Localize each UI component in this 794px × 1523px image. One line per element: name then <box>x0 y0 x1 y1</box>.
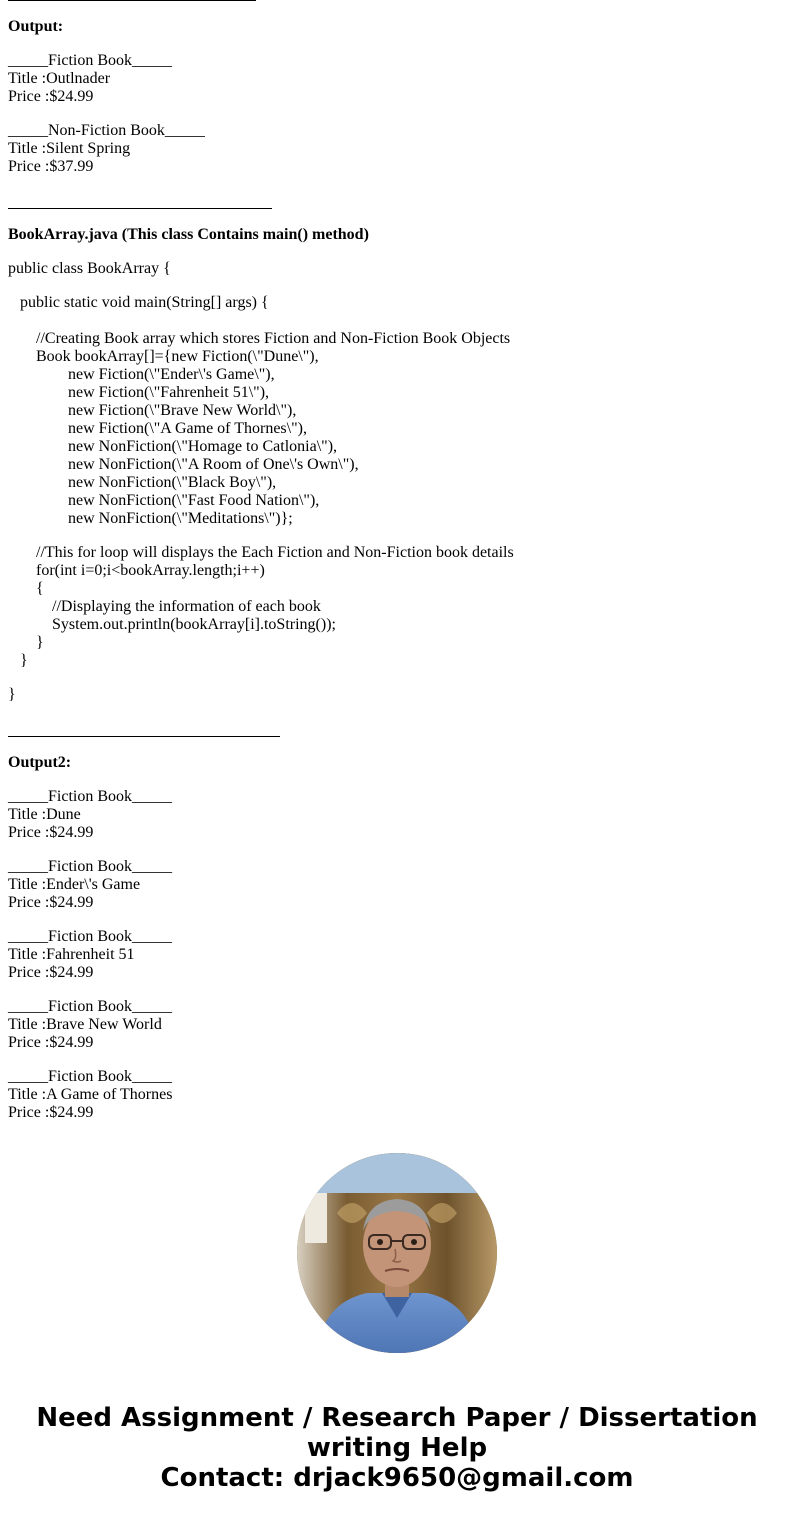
code-line: } <box>8 634 44 651</box>
code-block <box>8 260 788 704</box>
book-title: Title :Fahrenheit 51 <box>8 946 135 963</box>
book-header: _____Fiction Book_____ <box>8 928 173 945</box>
output-heading: Output2: <box>8 754 72 771</box>
book-header: _____Fiction Book_____ <box>8 858 173 875</box>
output-book-block <box>8 928 788 982</box>
code-line: } <box>8 686 16 703</box>
code-line: public static void main(String[] args) { <box>8 294 269 311</box>
book-price: Price :$24.99 <box>8 894 94 911</box>
book-title: Title :Outlnader <box>8 70 111 87</box>
code-line: System.out.println(bookArray[i].toString()); <box>8 616 336 633</box>
book-price: Price :$24.99 <box>8 1104 94 1121</box>
code-line: public class BookArray { <box>8 260 171 277</box>
code-line: } <box>8 652 28 669</box>
code-line: new Fiction(\"Fahrenheit 51\"), <box>8 384 270 401</box>
code-comment: //This for loop will displays the Each Fiction and Non-Fiction book details <box>8 544 514 561</box>
code-line: new NonFiction(\"Homage to Catlonia\"), <box>8 438 338 455</box>
code-line: for(int i=0;i<bookArray.length;i++) <box>8 562 265 579</box>
output-heading: Output: <box>8 18 64 35</box>
section-heading: BookArray.java (This class Contains main() method) <box>8 226 369 243</box>
code-comment: //Creating Book array which stores Fiction and Non-Fiction Book Objects <box>8 330 511 347</box>
book-header: _____Non-Fiction Book_____ <box>8 122 205 139</box>
book-header: _____Fiction Book_____ <box>8 1068 173 1085</box>
book-title: Title :Ender\'s Game <box>8 876 141 893</box>
code-line: new NonFiction(\"Fast Food Nation\"), <box>8 492 320 509</box>
book-title: Title :Brave New World <box>8 1016 162 1033</box>
book-price: Price :$24.99 <box>8 824 94 841</box>
book-header: _____Fiction Book_____ <box>8 998 173 1015</box>
contact-banner <box>0 1403 794 1493</box>
code-line: new Fiction(\"Ender\'s Game\"), <box>8 366 275 383</box>
output-book-block <box>8 122 788 176</box>
book-price: Price :$37.99 <box>8 158 94 175</box>
book-price: Price :$24.99 <box>8 1034 94 1051</box>
code-comment: //Displaying the information of each book <box>8 598 321 615</box>
code-line: { <box>8 580 44 597</box>
book-title: Title :Dune <box>8 806 81 823</box>
output-book-block <box>8 52 788 106</box>
code-line: new NonFiction(\"A Room of One\'s Own\"), <box>8 456 359 473</box>
output-book-block <box>8 998 788 1052</box>
divider <box>8 0 256 1</box>
avatar-portrait <box>297 1153 497 1353</box>
code-line: new NonFiction(\"Meditations\")}; <box>8 510 293 527</box>
output-book-block <box>8 788 788 842</box>
book-price: Price :$24.99 <box>8 88 94 105</box>
book-header: _____Fiction Book_____ <box>8 788 173 805</box>
code-line: Book bookArray[]={new Fiction(\"Dune\"), <box>8 348 319 365</box>
book-header: _____Fiction Book_____ <box>8 52 173 69</box>
code-line: new Fiction(\"Brave New World\"), <box>8 402 297 419</box>
avatar <box>297 1153 497 1353</box>
banner-contact: Contact: drjack9650@gmail.com <box>160 1463 634 1493</box>
divider <box>8 736 280 737</box>
book-title: Title :A Game of Thornes <box>8 1086 173 1103</box>
divider <box>8 208 272 209</box>
code-line: new NonFiction(\"Black Boy\"), <box>8 474 277 491</box>
banner-line: writing Help <box>306 1433 488 1463</box>
book-price: Price :$24.99 <box>8 964 94 981</box>
output-book-block <box>8 858 788 912</box>
book-title: Title :Silent Spring <box>8 140 131 157</box>
output-book-block <box>8 1068 788 1122</box>
banner-line: Need Assignment / Research Paper / Dissertation <box>36 1403 758 1433</box>
code-line: new Fiction(\"A Game of Thornes\"), <box>8 420 307 437</box>
